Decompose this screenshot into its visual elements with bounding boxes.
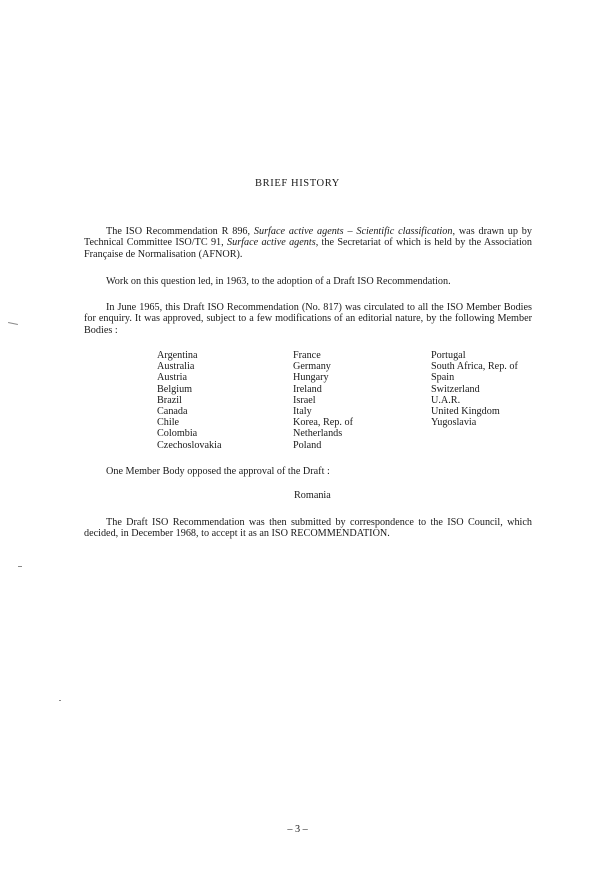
country-item: Portugal [431,350,466,361]
country-item: Argentina [157,350,198,361]
country-item: Brazil [157,394,182,406]
scan-mark [18,566,22,567]
country-item: South Africa, Rep. of [431,361,518,373]
country-item: Israel [293,394,316,406]
country-item: France [293,350,321,361]
country-item: Korea, Rep. of [293,417,353,429]
country-item: Austria [157,372,187,384]
country-item: United Kingdom [431,405,500,417]
para1-text-c: , was drawn up by Technical Committee ISO/TC 91, [84,226,532,249]
country-item: Belgium [157,383,193,395]
country-item: Czechoslovakia [157,439,222,451]
country-item: Yugoslavia [431,417,477,429]
countries-column-3 [431,350,518,428]
country-item: Germany [293,361,331,373]
country-item: Italy [293,405,312,417]
country-item: Netherlands [293,428,343,440]
country-item: Poland [293,439,322,451]
countries-column-1 [157,350,222,451]
paragraph-council-decision: The Draft ISO Recommendation was then submitted by correspondence to the ISO Council, which decided, in December 1968, to accept it as an ISO RECOMMENDATION. [84,517,532,540]
scan-mark [59,700,61,701]
paragraph-origin [84,226,532,260]
country-item: Ireland [293,383,322,395]
country-item: Australia [157,361,195,373]
country-item: Canada [157,405,188,417]
para1-text-a: The ISO Recommendation R 896, [106,226,254,237]
page-heading: BRIEF HISTORY [255,178,340,189]
paragraph-opposition: One Member Body opposed the approval of the Draft : [106,466,330,477]
para1-text-e: , the Secretariat of which is held by the Association Française de Normalisation (AFNOR). [84,237,532,260]
country-item: Colombia [157,428,198,440]
para1-committee-italic: Surface active agents [227,237,316,249]
countries-column-2 [293,350,353,451]
country-item: U.A.R. [431,394,461,406]
opposing-member-body: Romania [294,490,331,501]
country-item: Chile [157,417,180,429]
paragraph-draft-adoption: Work on this question led, in 1963, to the adoption of a Draft ISO Recommendation. [106,276,451,287]
para1-title-italic: Surface active agents – Scientific classification [253,226,453,237]
paragraph-enquiry: In June 1965, this Draft ISO Recommendation (No. 817) was circulated to all the ISO Member Bodies for enquiry. It was approved, subject to a few modifications of an editorial nature, by the following Member Bodies : [84,302,532,336]
country-item: Switzerland [431,383,480,395]
country-item: Hungary [293,372,329,384]
scan-mark [8,322,18,325]
country-item: Spain [431,372,455,384]
page-number: – 3 – [287,824,308,835]
